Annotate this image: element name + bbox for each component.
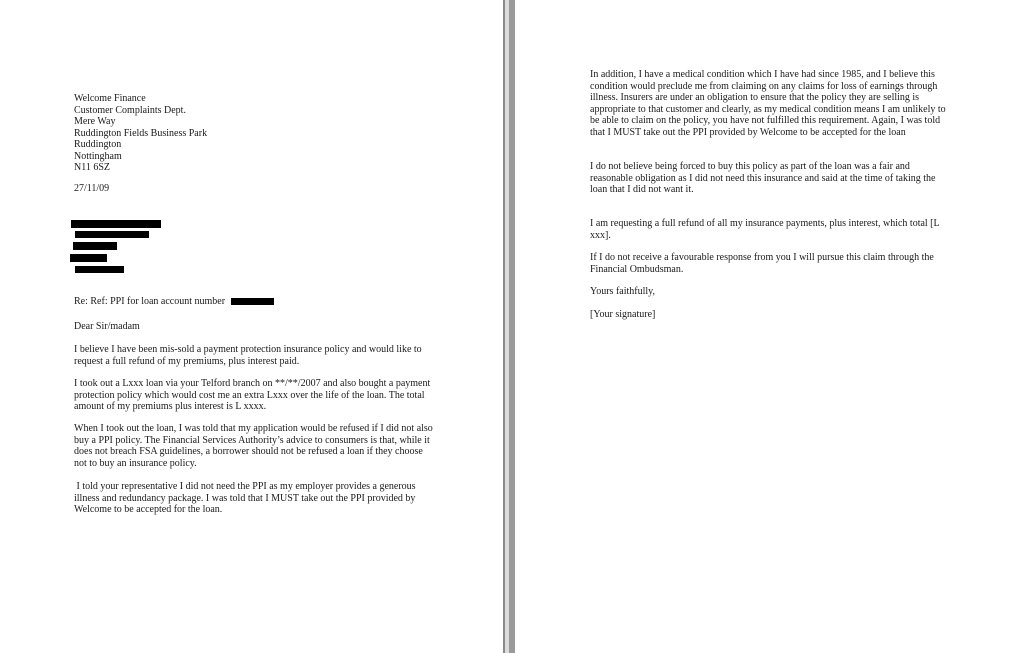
address-line: Welcome Finance [74, 93, 146, 104]
signature-placeholder: [Your signature] [590, 309, 656, 320]
paragraph-2 [74, 378, 430, 413]
letter-date: 27/11/09 [74, 183, 110, 194]
page-divider [503, 0, 505, 653]
paragraph-4 [74, 481, 416, 516]
paragraph-line: Financial Ombudsman. [590, 263, 684, 275]
paragraph-line: condition would preclude me from claiming on any claims for loss of earnings through [590, 80, 938, 92]
recipient-address [74, 93, 207, 174]
paragraph-line: If I do not receive a favourable response from you I will pursue this claim through the [590, 252, 934, 263]
reference-text: Re: Ref: PPI for loan account number [74, 296, 226, 307]
document-page-1 [0, 0, 503, 653]
address-line: Customer Complaints Dept. [74, 104, 186, 116]
paragraph-line: I do not believe being forced to buy this policy as part of the loan was a fair and [590, 161, 910, 172]
paragraph-line: I took out a Lxxx loan via your Telford branch on **/**/2007 and also bought a payment [74, 378, 431, 389]
paragraph-line: loan that I did not want it. [590, 184, 694, 195]
paragraph-line: be able to claim on the policy, you have not fulfilled this requirement. Again, I was told [590, 115, 941, 126]
redaction-bar [75, 266, 124, 273]
paragraph-line: buy a PPI policy. The Financial Services Authority’s advice to consumers is that, while it [74, 434, 430, 446]
paragraph-line: I am requesting a full refund of all my insurance payments, plus interest, which total [L [590, 218, 940, 229]
paragraph-line: I told your representative I did not need the PPI as my employer provides a generous [74, 481, 416, 492]
paragraph-line: illness. Insurers are under an obligation to ensure that the policy they are selling is [590, 92, 920, 103]
paragraph-3 [74, 423, 433, 469]
paragraph-line: reasonable obligation as I did not need this insurance and said at the time of taking the [590, 172, 936, 184]
paragraph-line: appropriate to that customer and clearly, as my medical condition means I am unlikely to [590, 103, 946, 115]
paragraph-1 [74, 344, 422, 367]
paragraph-line: I believe I have been mis-sold a payment protection insurance policy and would like to [74, 344, 422, 355]
paragraph-line: request a full refund of my premiums, plus interest paid. [74, 355, 300, 367]
address-line: Nottingham [74, 150, 122, 162]
address-line: Ruddington [74, 139, 122, 150]
paragraph-line: xxx]. [590, 229, 611, 241]
redaction-bar [73, 242, 117, 250]
paragraph-line: does not breach FSA guidelines, a borrower should not be refused a loan if they choose [74, 446, 423, 457]
redaction-bar [71, 220, 161, 228]
paragraph-line: protection policy which would cost me an extra Lxxx over the life of the loan. The total [74, 389, 425, 401]
paragraph-line: When I took out the loan, I was told that my application would be refused if I did not also [74, 423, 433, 434]
paragraph-5 [590, 69, 946, 138]
document-page-2 [515, 0, 1023, 653]
paragraph-line: not to buy an insurance policy. [74, 457, 197, 469]
redacted-account-number [231, 298, 274, 305]
closing: Yours faithfully, [590, 286, 656, 297]
address-line: Ruddington Fields Business Park [74, 127, 208, 139]
redaction-bar [75, 231, 149, 238]
reference-line [74, 296, 274, 308]
paragraph-6 [590, 161, 935, 196]
paragraph-line: Welcome to be accepted for the loan. [74, 504, 223, 515]
paragraph-line: illness and redundancy package. I was told that I MUST take out the PPI provided by [74, 492, 416, 504]
redaction-bar [70, 254, 107, 262]
salutation: Dear Sir/madam [74, 321, 140, 332]
address-line: N11 6SZ [74, 162, 111, 173]
address-line: Mere Way [74, 116, 116, 127]
paragraph-line: In addition, I have a medical condition which I have had since 1985, and I believe this [590, 69, 935, 80]
paragraph-8 [590, 252, 934, 275]
paragraph-line: amount of my premiums plus interest is L xxxx. [74, 401, 267, 412]
paragraph-7 [590, 218, 940, 241]
paragraph-line: that I MUST take out the PPI provided by Welcome to be accepted for the loan [590, 126, 906, 138]
